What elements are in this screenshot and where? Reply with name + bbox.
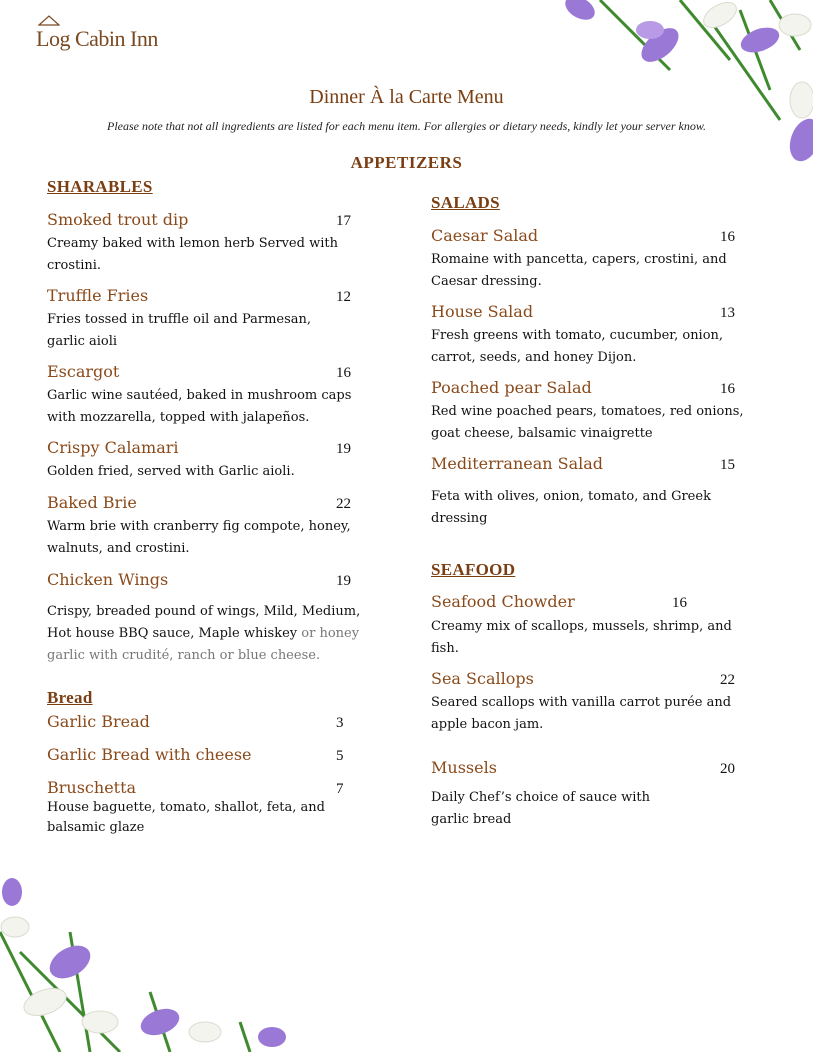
crocus-flowers-bottom-left-icon [0, 872, 300, 1052]
menu-item-description: House baguette, tomato, shallot, feta, and balsamic glaze [47, 800, 325, 835]
menu-item-name: Garlic Bread [47, 712, 150, 731]
menu-item-price: 20 [720, 761, 735, 777]
menu-item-description-secondary: or honey garlic with crudité, ranch or blue cheese. [47, 626, 360, 663]
menu-item-description: Fresh greens with tomato, cucumber, onion, carrot, seeds, and honey Dijon. [431, 328, 724, 365]
menu-item-description: Golden fried, served with Garlic aioli. [47, 464, 295, 479]
menu-item-price: 19 [336, 573, 351, 589]
menu-item-name: Crispy Calamari [47, 438, 179, 457]
menu-item-description: Fries tossed in truffle oil and Parmesan, garlic aioli [47, 312, 312, 349]
menu-item-description: Red wine poached pears, tomatoes, red onions, goat cheese, balsamic vinaigrette [431, 404, 744, 441]
menu-item-price: 16 [720, 229, 735, 245]
allergy-note: Please note that not all ingredients are listed for each menu item. For allergies or dietary needs, kindly let your server know. [107, 119, 706, 133]
cabin-icon [38, 14, 60, 26]
menu-item-price: 19 [336, 441, 351, 457]
menu-item-description: Daily Chef’s choice of sauce with garlic bread [431, 790, 650, 827]
logo-text: Log Cabin Inn [36, 26, 158, 51]
menu-item-price: 7 [336, 781, 344, 797]
menu-item-price: 3 [336, 715, 344, 731]
menu-item-name: Chicken Wings [47, 570, 169, 589]
menu-item-description-main: Crispy, breaded pound of wings, Mild, Medium, Hot house BBQ sauce, Maple whiskey [47, 604, 361, 641]
menu-item-price: 16 [720, 381, 735, 397]
appetizers-heading: APPETIZERS [350, 153, 463, 172]
seafood-heading: SEAFOOD [431, 560, 516, 579]
menu-item-description: Romaine with pancetta, capers, crostini, and Caesar dressing. [431, 252, 727, 289]
menu-item-name: House Salad [431, 302, 534, 321]
salads-heading: SALADS [431, 193, 500, 212]
menu-item-name: Caesar Salad [431, 226, 539, 245]
menu-item-name: Smoked trout dip [47, 210, 189, 229]
menu-item-price: 12 [336, 289, 351, 305]
menu-item-name: Mussels [431, 758, 497, 777]
menu-item-price: 22 [720, 672, 735, 688]
log-cabin-inn-logo [36, 16, 158, 51]
menu-item-description: Creamy baked with lemon herb Served with crostini. [47, 236, 338, 273]
menu-item-price: 16 [672, 595, 687, 611]
menu-item-price: 15 [720, 457, 735, 473]
menu-item-description [47, 601, 377, 667]
menu-item-description: Creamy mix of scallops, mussels, shrimp, and fish. [431, 619, 732, 656]
menu-item-description: Seared scallops with vanilla carrot purée and apple bacon jam. [431, 695, 732, 732]
menu-item-description: Warm brie with cranberry fig compote, honey, walnuts, and crostini. [47, 519, 351, 556]
menu-item-name: Mediterranean Salad [431, 454, 604, 473]
bread-heading: Bread [47, 688, 93, 707]
menu-item-price: 13 [720, 305, 735, 321]
menu-item-description: Feta with olives, onion, tomato, and Greek dressing [431, 489, 711, 526]
menu-item-name: Poached pear Salad [431, 378, 592, 397]
menu-item-description: Garlic wine sautéed, baked in mushroom caps with mozzarella, topped with jalapeños. [47, 388, 352, 425]
menu-item-price: 16 [336, 365, 351, 381]
menu-item-name: Sea Scallops [431, 669, 534, 688]
menu-item-price: 17 [336, 213, 351, 229]
menu-item-name: Garlic Bread with cheese [47, 745, 252, 764]
menu-item-name: Bruschetta [47, 778, 137, 797]
menu-item-name: Escargot [47, 362, 120, 381]
menu-item-name: Truffle Fries [47, 286, 149, 305]
menu-title: Dinner À la Carte Menu [309, 86, 504, 108]
menu-item-name: Seafood Chowder [431, 592, 575, 611]
menu-item-price: 5 [336, 748, 344, 764]
sharables-heading: SHARABLES [47, 177, 153, 196]
menu-item-price: 22 [336, 496, 351, 512]
menu-item-name: Baked Brie [47, 493, 137, 512]
